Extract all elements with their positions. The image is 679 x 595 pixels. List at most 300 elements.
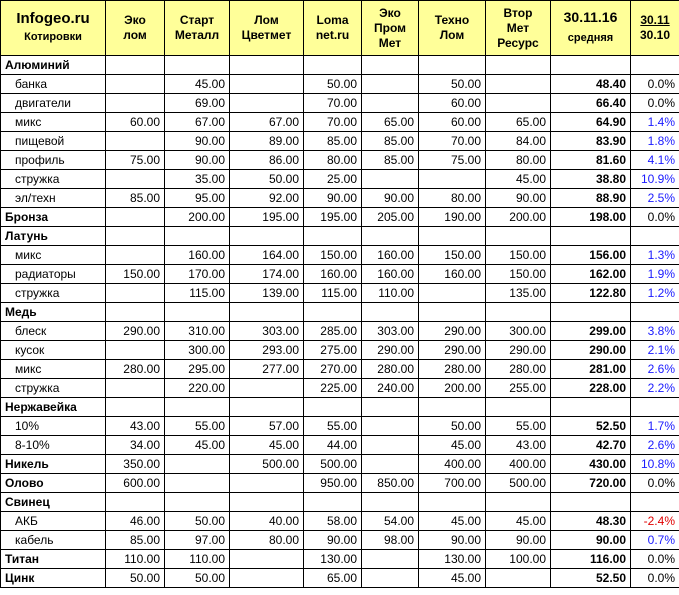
change-cell: 10.9%	[631, 170, 679, 189]
average-cell: 198.00	[551, 208, 631, 227]
table-row	[1, 189, 679, 208]
col-header-ekoprommet	[362, 1, 419, 56]
group-label: Нержавейка	[1, 398, 106, 417]
group-row	[1, 303, 679, 322]
average-cell: 38.80	[551, 170, 631, 189]
price-cell	[362, 170, 419, 189]
table-row	[1, 455, 679, 474]
table-row	[1, 512, 679, 531]
table-row	[1, 75, 679, 94]
col-header-start-metall	[165, 1, 230, 56]
table-row	[1, 113, 679, 132]
row-label: стружка	[1, 379, 106, 398]
col-header-lomanet	[304, 1, 362, 56]
average-cell: 162.00	[551, 265, 631, 284]
row-label: Никель	[1, 455, 106, 474]
price-cell	[419, 170, 486, 189]
price-cell: 700.00	[419, 474, 486, 493]
price-cell	[106, 75, 165, 94]
average-cell: 52.50	[551, 569, 631, 588]
price-cell: 115.00	[304, 284, 362, 303]
price-cell: 67.00	[165, 113, 230, 132]
price-cell: 65.00	[304, 569, 362, 588]
empty-cell	[486, 493, 551, 512]
price-cell: 50.00	[419, 75, 486, 94]
price-cell	[362, 455, 419, 474]
price-cell: 160.00	[165, 246, 230, 265]
price-cell: 80.00	[304, 151, 362, 170]
price-cell: 500.00	[230, 455, 304, 474]
change-cell: 2.2%	[631, 379, 679, 398]
price-cell: 90.00	[165, 132, 230, 151]
table-row	[1, 284, 679, 303]
price-cell: 90.00	[165, 151, 230, 170]
price-cell: 300.00	[165, 341, 230, 360]
price-cell: 55.00	[165, 417, 230, 436]
price-cell: 110.00	[165, 550, 230, 569]
change-cell: 0.0%	[631, 75, 679, 94]
price-cell: 50.00	[165, 512, 230, 531]
price-cell: 150.00	[419, 246, 486, 265]
empty-cell	[106, 227, 165, 246]
empty-cell	[551, 398, 631, 417]
empty-cell	[551, 227, 631, 246]
price-cell: 220.00	[165, 379, 230, 398]
table-row	[1, 94, 679, 113]
change-cell: 1.3%	[631, 246, 679, 265]
table-row	[1, 208, 679, 227]
empty-cell	[419, 227, 486, 246]
price-cell: 150.00	[304, 246, 362, 265]
row-label: 10%	[1, 417, 106, 436]
table-row	[1, 265, 679, 284]
price-cell: 45.00	[230, 436, 304, 455]
price-cell: 45.00	[165, 75, 230, 94]
empty-cell	[106, 398, 165, 417]
row-label: микс	[1, 113, 106, 132]
col-header-line: Втор	[503, 5, 533, 20]
empty-cell	[362, 398, 419, 417]
table-row	[1, 170, 679, 189]
price-cell: 60.00	[419, 113, 486, 132]
group-label: Латунь	[1, 227, 106, 246]
price-cell: 65.00	[362, 113, 419, 132]
table-row	[1, 379, 679, 398]
price-cell	[362, 94, 419, 113]
price-cell: 69.00	[165, 94, 230, 113]
price-cell: 280.00	[419, 360, 486, 379]
price-cell: 50.00	[165, 569, 230, 588]
empty-cell	[362, 303, 419, 322]
empty-cell	[419, 303, 486, 322]
average-cell: 81.60	[551, 151, 631, 170]
empty-cell	[230, 493, 304, 512]
price-cell: 290.00	[106, 322, 165, 341]
price-cell	[419, 284, 486, 303]
price-cell: 86.00	[230, 151, 304, 170]
row-label: радиаторы	[1, 265, 106, 284]
col-header-ekolom	[106, 1, 165, 56]
price-cell: 50.00	[419, 417, 486, 436]
price-cell: 290.00	[486, 341, 551, 360]
table-row	[1, 151, 679, 170]
row-label: профиль	[1, 151, 106, 170]
price-cell: 97.00	[165, 531, 230, 550]
price-cell: 200.00	[165, 208, 230, 227]
price-cell: 170.00	[165, 265, 230, 284]
change-cell: 0.7%	[631, 531, 679, 550]
price-cell: 43.00	[106, 417, 165, 436]
price-cell: 290.00	[362, 341, 419, 360]
table-row	[1, 132, 679, 151]
empty-cell	[106, 303, 165, 322]
price-cell: 150.00	[486, 265, 551, 284]
price-cell: 400.00	[486, 455, 551, 474]
empty-cell	[631, 493, 679, 512]
col-header-line: Старт	[179, 13, 215, 27]
price-cell: 85.00	[362, 151, 419, 170]
price-cell: 90.00	[304, 531, 362, 550]
price-cell	[106, 246, 165, 265]
empty-cell	[419, 398, 486, 417]
price-cell: 85.00	[106, 189, 165, 208]
row-label: 8-10%	[1, 436, 106, 455]
price-cell: 600.00	[106, 474, 165, 493]
price-cell: 95.00	[165, 189, 230, 208]
date-label: 30.11.16	[563, 9, 618, 25]
empty-cell	[304, 493, 362, 512]
price-cell: 130.00	[304, 550, 362, 569]
price-cell	[362, 436, 419, 455]
empty-cell	[419, 56, 486, 75]
price-cell: 280.00	[106, 360, 165, 379]
row-label: эл/техн	[1, 189, 106, 208]
row-label: Титан	[1, 550, 106, 569]
price-cell: 290.00	[419, 341, 486, 360]
price-cell: 70.00	[304, 94, 362, 113]
price-cell: 44.00	[304, 436, 362, 455]
col-header-lom-cvetmet	[230, 1, 304, 56]
empty-cell	[631, 303, 679, 322]
empty-cell	[362, 227, 419, 246]
price-cell: 57.00	[230, 417, 304, 436]
empty-cell	[486, 303, 551, 322]
average-cell: 290.00	[551, 341, 631, 360]
empty-cell	[631, 56, 679, 75]
change-cell: 1.8%	[631, 132, 679, 151]
price-cell: 34.00	[106, 436, 165, 455]
group-row	[1, 227, 679, 246]
empty-cell	[486, 227, 551, 246]
price-cell: 45.00	[419, 436, 486, 455]
col-header-line: Техно	[434, 13, 470, 27]
price-cell: 85.00	[106, 531, 165, 550]
price-cell	[362, 417, 419, 436]
price-cell: 290.00	[419, 322, 486, 341]
change-cell: 3.8%	[631, 322, 679, 341]
price-cell: 500.00	[304, 455, 362, 474]
row-label: микс	[1, 360, 106, 379]
empty-cell	[106, 56, 165, 75]
col-header-line: Эко	[124, 13, 146, 27]
col-header-line: Ресурс	[497, 35, 539, 50]
row-label: банка	[1, 75, 106, 94]
change-date-previous: 30.10	[639, 28, 671, 42]
col-header-line: лом	[123, 28, 147, 42]
price-cell: 90.00	[486, 189, 551, 208]
price-cell: 65.00	[486, 113, 551, 132]
change-cell: 2.1%	[631, 341, 679, 360]
price-cell	[106, 379, 165, 398]
price-cell: 135.00	[486, 284, 551, 303]
average-cell: 64.90	[551, 113, 631, 132]
empty-cell	[230, 56, 304, 75]
col-header-line: net.ru	[315, 28, 350, 42]
average-cell: 281.00	[551, 360, 631, 379]
price-cell: 43.00	[486, 436, 551, 455]
empty-cell	[486, 398, 551, 417]
price-cell	[230, 75, 304, 94]
col-header-vtormetresurs	[486, 1, 551, 56]
price-cell: 45.00	[486, 512, 551, 531]
col-header-line: Пром	[373, 20, 406, 35]
average-cell: 720.00	[551, 474, 631, 493]
average-cell: 228.00	[551, 379, 631, 398]
price-cell: 850.00	[362, 474, 419, 493]
price-cell: 70.00	[419, 132, 486, 151]
price-cell: 293.00	[230, 341, 304, 360]
row-label: Бронза	[1, 208, 106, 227]
row-label: блеск	[1, 322, 106, 341]
empty-cell	[304, 56, 362, 75]
price-cell	[486, 94, 551, 113]
price-cell: 280.00	[362, 360, 419, 379]
average-cell: 90.00	[551, 531, 631, 550]
price-cell: 130.00	[419, 550, 486, 569]
change-cell: 2.5%	[631, 189, 679, 208]
group-label: Медь	[1, 303, 106, 322]
price-cell: 45.00	[165, 436, 230, 455]
site-header	[1, 1, 106, 56]
price-cell: 160.00	[362, 265, 419, 284]
change-cell: 1.2%	[631, 284, 679, 303]
empty-cell	[362, 493, 419, 512]
empty-cell	[165, 493, 230, 512]
price-cell: 277.00	[230, 360, 304, 379]
price-cell	[362, 75, 419, 94]
row-label: стружка	[1, 284, 106, 303]
price-cell: 110.00	[106, 550, 165, 569]
price-cell: 80.00	[230, 531, 304, 550]
row-label: двигатели	[1, 94, 106, 113]
row-label: стружка	[1, 170, 106, 189]
empty-cell	[165, 227, 230, 246]
price-cell: 280.00	[486, 360, 551, 379]
group-label: Свинец	[1, 493, 106, 512]
col-header-change	[631, 1, 679, 56]
price-cell: 255.00	[486, 379, 551, 398]
price-cell	[106, 94, 165, 113]
price-cell: 80.00	[486, 151, 551, 170]
col-header-line: Мет	[378, 35, 402, 50]
average-cell: 299.00	[551, 322, 631, 341]
table-row	[1, 417, 679, 436]
empty-cell	[631, 398, 679, 417]
price-cell: 80.00	[419, 189, 486, 208]
change-cell: 0.0%	[631, 550, 679, 569]
empty-cell	[362, 56, 419, 75]
price-cell: 195.00	[230, 208, 304, 227]
price-cell: 70.00	[304, 113, 362, 132]
table-row	[1, 474, 679, 493]
price-cell: 25.00	[304, 170, 362, 189]
change-cell: 1.7%	[631, 417, 679, 436]
price-cell: 500.00	[486, 474, 551, 493]
table-row	[1, 436, 679, 455]
table-row	[1, 246, 679, 265]
price-cell: 115.00	[165, 284, 230, 303]
price-cell	[230, 550, 304, 569]
header-row	[1, 1, 679, 56]
price-cell: 160.00	[362, 246, 419, 265]
price-cell: 35.00	[165, 170, 230, 189]
row-label: Цинк	[1, 569, 106, 588]
table-row	[1, 569, 679, 588]
price-cell: 90.00	[486, 531, 551, 550]
price-cell: 150.00	[486, 246, 551, 265]
price-cell: 90.00	[362, 189, 419, 208]
group-label: Алюминий	[1, 56, 106, 75]
price-cell: 45.00	[419, 512, 486, 531]
col-header-tekhnolom	[419, 1, 486, 56]
empty-cell	[230, 398, 304, 417]
price-cell	[486, 75, 551, 94]
table-row	[1, 360, 679, 379]
price-cell	[106, 341, 165, 360]
col-header-line: Мет	[506, 20, 530, 35]
col-header-line: Лом	[254, 13, 279, 27]
empty-cell	[486, 56, 551, 75]
group-row	[1, 398, 679, 417]
average-cell: 116.00	[551, 550, 631, 569]
row-label: АКБ	[1, 512, 106, 531]
price-cell: 110.00	[362, 284, 419, 303]
price-cell: 200.00	[486, 208, 551, 227]
col-header-line: Loma	[316, 13, 349, 27]
col-header-line: Металл	[174, 28, 220, 42]
price-cell: 150.00	[106, 265, 165, 284]
empty-cell	[106, 493, 165, 512]
empty-cell	[165, 56, 230, 75]
price-cell: 40.00	[230, 512, 304, 531]
price-cell: 58.00	[304, 512, 362, 531]
empty-cell	[165, 303, 230, 322]
price-cell	[362, 569, 419, 588]
average-cell: 52.50	[551, 417, 631, 436]
price-cell: 270.00	[304, 360, 362, 379]
average-cell: 48.40	[551, 75, 631, 94]
average-cell: 122.80	[551, 284, 631, 303]
price-cell: 92.00	[230, 189, 304, 208]
price-cell	[106, 208, 165, 227]
price-cell: 50.00	[230, 170, 304, 189]
empty-cell	[304, 398, 362, 417]
average-cell: 48.30	[551, 512, 631, 531]
average-cell: 430.00	[551, 455, 631, 474]
average-cell: 88.90	[551, 189, 631, 208]
empty-cell	[551, 303, 631, 322]
price-cell: 160.00	[304, 265, 362, 284]
average-cell: 66.40	[551, 94, 631, 113]
change-cell: 2.6%	[631, 360, 679, 379]
price-cell	[230, 569, 304, 588]
price-cell: 60.00	[106, 113, 165, 132]
change-date-current: 30.11	[640, 13, 670, 27]
change-cell: 0.0%	[631, 94, 679, 113]
price-cell: 240.00	[362, 379, 419, 398]
row-label: кусок	[1, 341, 106, 360]
price-cell: 275.00	[304, 341, 362, 360]
price-cell: 310.00	[165, 322, 230, 341]
price-cell	[230, 474, 304, 493]
price-cell: 950.00	[304, 474, 362, 493]
price-cell	[165, 474, 230, 493]
col-header-line: Цветмет	[241, 28, 292, 42]
col-header-line: Эко	[379, 5, 401, 20]
change-cell: 0.0%	[631, 474, 679, 493]
price-cell: 205.00	[362, 208, 419, 227]
average-cell: 42.70	[551, 436, 631, 455]
average-cell: 83.90	[551, 132, 631, 151]
change-cell: 1.9%	[631, 265, 679, 284]
empty-cell	[631, 227, 679, 246]
price-cell: 85.00	[362, 132, 419, 151]
price-cell	[362, 550, 419, 569]
change-cell: 0.0%	[631, 569, 679, 588]
price-cell: 67.00	[230, 113, 304, 132]
empty-cell	[419, 493, 486, 512]
price-cell: 75.00	[106, 151, 165, 170]
change-cell: 10.8%	[631, 455, 679, 474]
price-cell: 100.00	[486, 550, 551, 569]
table-row	[1, 322, 679, 341]
price-cell: 225.00	[304, 379, 362, 398]
price-cell: 285.00	[304, 322, 362, 341]
price-cell	[106, 132, 165, 151]
empty-cell	[551, 493, 631, 512]
price-cell	[106, 170, 165, 189]
price-cell: 89.00	[230, 132, 304, 151]
table-row	[1, 550, 679, 569]
price-cell: 46.00	[106, 512, 165, 531]
row-label: Олово	[1, 474, 106, 493]
price-cell	[106, 284, 165, 303]
group-row	[1, 56, 679, 75]
price-cell: 303.00	[230, 322, 304, 341]
price-cell: 174.00	[230, 265, 304, 284]
change-cell: -2.4%	[631, 512, 679, 531]
price-cell: 50.00	[304, 75, 362, 94]
price-cell: 54.00	[362, 512, 419, 531]
price-cell: 45.00	[486, 170, 551, 189]
empty-cell	[165, 398, 230, 417]
col-header-average	[551, 1, 631, 56]
price-cell: 85.00	[304, 132, 362, 151]
row-label: микс	[1, 246, 106, 265]
site-subtitle: Котировки	[24, 31, 82, 43]
price-cell: 190.00	[419, 208, 486, 227]
empty-cell	[230, 303, 304, 322]
